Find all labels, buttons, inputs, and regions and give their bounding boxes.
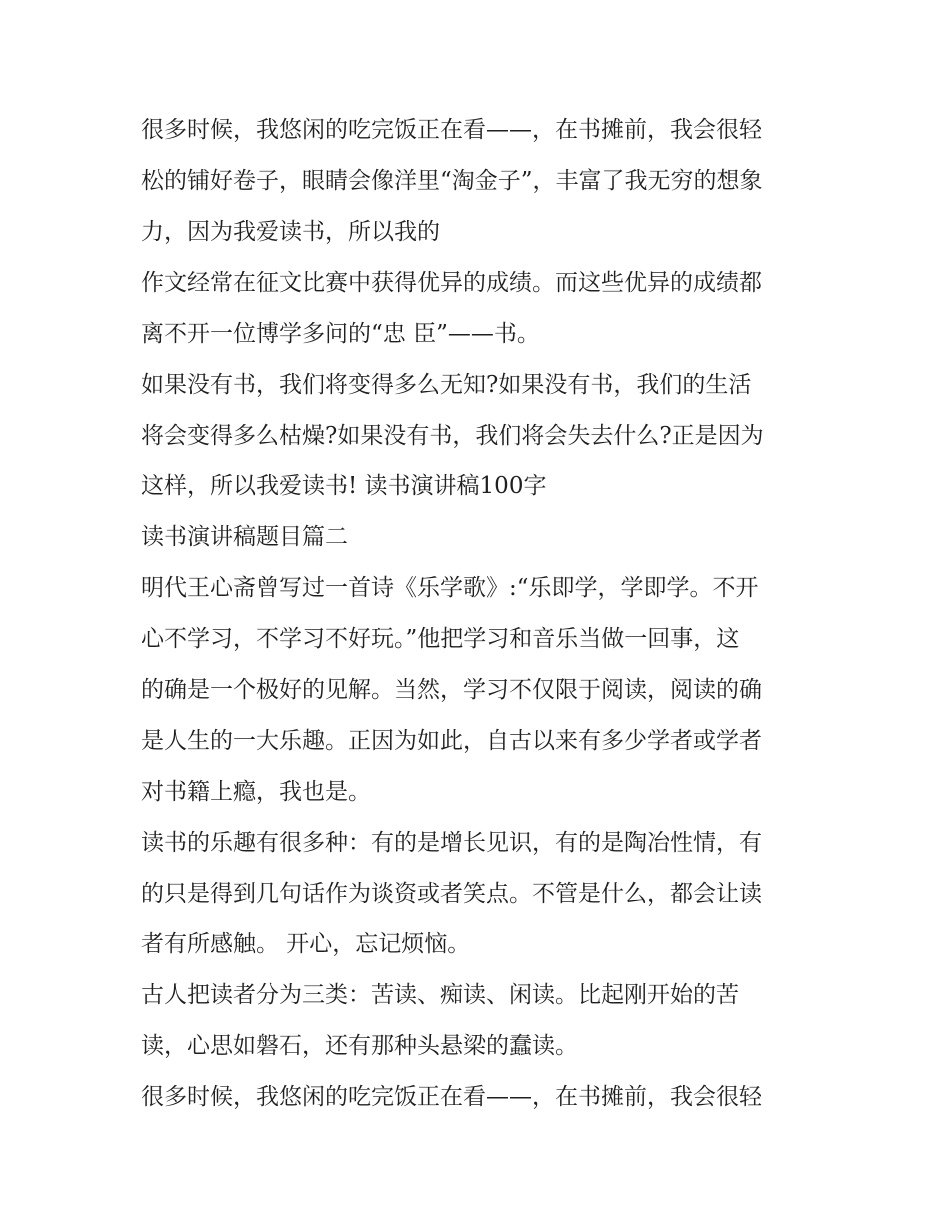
text-line: 离不开一位博学多问的“忠 臣”——书。 bbox=[141, 321, 540, 347]
text-line: 对书籍上瘾，我也是。 bbox=[141, 779, 371, 805]
text-line: 将会变得多么枯燥?如果没有书，我们将会失去什么?正是因为 bbox=[141, 423, 764, 449]
text-line: 如果没有书，我们将变得多么无知?如果没有书，我们的生活 bbox=[141, 372, 752, 398]
text-line: 作文经常在征文比赛中获得优异的成绩。而这些优异的成绩都 bbox=[141, 270, 762, 296]
text-line: 者有所感触。 开心，忘记烦恼。 bbox=[141, 931, 471, 957]
text-line: 是人生的一大乐趣。正因为如此，自古以来有多少学者或学者 bbox=[141, 728, 762, 754]
text-line: 很多时候，我悠闲的吃完饭正在看——，在书摊前，我会很轻 bbox=[141, 117, 762, 143]
text-line: 的只是得到几句话作为谈资或者笑点。不管是什么，都会让读 bbox=[141, 881, 762, 907]
text-line: 很多时候，我悠闲的吃完饭正在看——，在书摊前，我会很轻 bbox=[141, 1084, 762, 1110]
text-line: 力，因为我爱读书，所以我的 bbox=[141, 219, 440, 245]
text-line: 的确是一个极好的见解。当然，学习不仅限于阅读，阅读的确 bbox=[141, 677, 762, 703]
section-heading: 读书演讲稿题目篇二 bbox=[141, 524, 348, 550]
text-line: 这样，所以我爱读书! 读书演讲稿100字 bbox=[141, 473, 547, 499]
text-line: 读书的乐趣有很多种：有的是增长见识，有的是陶冶性情，有 bbox=[141, 830, 762, 856]
text-line: 心不学习，不学习不好玩。”他把学习和音乐当做一回事，这 bbox=[141, 626, 740, 652]
text-line: 松的铺好卷子，眼睛会像洋里“淘金子”，丰富了我无穷的想象 bbox=[141, 168, 763, 194]
text-line: 古人把读者分为三类：苦读、痴读、闲读。比起刚开始的苦 bbox=[141, 982, 739, 1008]
text-line: 明代王心斋曾写过一首诗《乐学歌》:“乐即学，学即学。不开 bbox=[141, 575, 759, 601]
text-line: 读，心思如磐石，还有那种头悬梁的蠢读。 bbox=[141, 1033, 578, 1059]
